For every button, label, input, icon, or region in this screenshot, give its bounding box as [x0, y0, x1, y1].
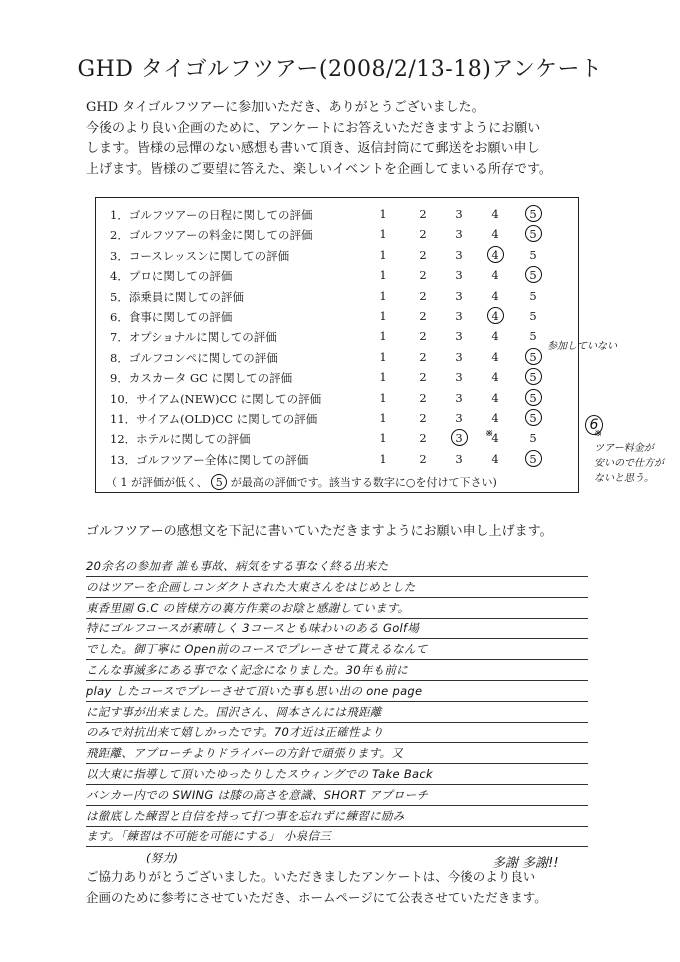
- rating-option[interactable]: 3: [455, 411, 463, 425]
- rating-option[interactable]: 1: [379, 288, 387, 303]
- rating-item-label: 1．ゴルフツアーの日程に関しての評価: [110, 208, 313, 222]
- rating-option[interactable]: 2: [419, 207, 427, 221]
- rating-item-label: 12．ホテルに関しての評価: [110, 432, 251, 447]
- rating-option[interactable]: 3: [455, 227, 463, 242]
- comment-line: は徹底した練習と自信を持って打つ事を忘れずに練習に励み: [86, 807, 588, 827]
- comment-line: 以大東に指導して頂いたゆったりしたスウィングでの Take Back: [86, 765, 588, 785]
- rating-option[interactable]: 2: [419, 309, 427, 323]
- rating-option[interactable]: 3: [455, 451, 463, 466]
- rating-item-label: 2．ゴルフツアーの料金に関しての評価: [110, 228, 313, 243]
- legend-text-before: （ 1 が評価が低く、: [106, 476, 208, 489]
- rating-option[interactable]: 3: [455, 268, 463, 283]
- rating-row: [96, 207, 580, 227]
- rating-option[interactable]: 5: [529, 288, 537, 303]
- rating-option[interactable]: 3: [455, 431, 463, 446]
- selected-rating-circle: [525, 450, 542, 467]
- rating-option[interactable]: 5: [529, 370, 537, 385]
- intro-text: [86, 98, 596, 180]
- closing-text: [86, 866, 606, 908]
- rating-option[interactable]: 4: [491, 309, 499, 323]
- rating-table: [95, 197, 579, 493]
- comment-line: 特にゴルフコースが素晴しく 3コースとも味わいのある Golf場: [86, 619, 588, 639]
- rating-option[interactable]: 4: [491, 431, 499, 446]
- rating-option[interactable]: 4: [491, 349, 499, 364]
- rating-option[interactable]: 1: [379, 390, 387, 405]
- rating-option[interactable]: 4: [491, 451, 499, 466]
- rating-row: [96, 350, 580, 370]
- rating-option[interactable]: 4: [491, 247, 499, 262]
- comment-area: [86, 557, 588, 857]
- rating-row: [96, 411, 580, 431]
- rating-option[interactable]: 2: [419, 411, 427, 425]
- comment-thanks: 多謝 多謝!!: [492, 856, 559, 871]
- note-hotel-line: ないと思う。: [594, 473, 654, 484]
- rating-item-label: 7．オプショナルに関しての評価: [110, 330, 277, 345]
- rating-item-label: 11．サイアム(OLD)CC に関しての評価: [110, 412, 318, 426]
- rating-option[interactable]: 3: [455, 349, 463, 364]
- comment-line: 東香里園 G.C の皆様方の裏方作業のお陰と感謝しています。: [86, 599, 588, 619]
- rating-option[interactable]: 4: [491, 268, 499, 283]
- rating-option[interactable]: 5: [529, 329, 537, 344]
- rating-option[interactable]: 2: [419, 288, 427, 303]
- selected-rating-circle: [525, 266, 542, 283]
- comment-line: play したコースでプレーさせて頂いた事も思い出の one page: [86, 682, 588, 702]
- note-hotel-line: 安いので仕方が: [594, 458, 664, 469]
- rating-option[interactable]: 5: [529, 390, 537, 405]
- selected-rating-circle: [487, 246, 504, 263]
- rating-item-label: 9．カスカータ GC に関しての評価: [110, 371, 293, 386]
- comment-line: に記す事が出来ました。国沢さん、岡本さんには飛距離: [86, 703, 588, 723]
- rating-option[interactable]: 5: [529, 309, 537, 323]
- rating-option[interactable]: 5: [529, 411, 537, 425]
- rating-option[interactable]: 1: [379, 247, 387, 262]
- legend-text-after: が最高の評価です。該当する数字に○を付けて下さい): [230, 476, 497, 489]
- rating-row: [96, 309, 580, 329]
- rating-row: [96, 452, 580, 472]
- selected-rating-circle: [525, 205, 542, 222]
- rating-option[interactable]: 1: [379, 329, 387, 344]
- rating-option[interactable]: 5: [529, 268, 537, 283]
- note-hotel-line: ツアー料金が: [594, 443, 654, 454]
- rating-option[interactable]: 2: [419, 390, 427, 405]
- rating-option[interactable]: 2: [419, 268, 427, 283]
- rating-option[interactable]: 3: [455, 370, 463, 385]
- note-asterisk-mark: ※: [485, 428, 494, 439]
- rating-option[interactable]: 4: [491, 411, 499, 425]
- closing-line: 企画のために参考にさせていただき、ホームページにて公表させていただきます。: [86, 890, 547, 905]
- rating-item-label: 5．添乗員に関しての評価: [110, 289, 244, 304]
- rating-option[interactable]: 1: [379, 370, 387, 385]
- comment-line: ます。「練習は不可能を可能にする」 小泉信三: [86, 827, 588, 847]
- rating-row: [96, 248, 580, 268]
- selected-rating-circle: [451, 429, 468, 446]
- rating-option[interactable]: 1: [379, 349, 387, 364]
- intro-line: します。皆様の忌憚のない感想も書いて頂き、返信封筒にて郵送をお願い申し: [86, 141, 540, 156]
- rating-option[interactable]: 2: [419, 370, 427, 385]
- rating-option[interactable]: 5: [529, 349, 537, 364]
- comment-line: のみで対抗出来て嬉しかったです。70才近は正確性より: [86, 723, 588, 743]
- rating-option[interactable]: 1: [379, 227, 387, 242]
- note-not-attended: 参加していない: [547, 341, 617, 352]
- rating-option[interactable]: 1: [379, 451, 387, 466]
- rating-option[interactable]: 5: [529, 451, 537, 466]
- intro-line: 今後のより良い企画のために、アンケートにお答えいただきますようにお願い: [86, 120, 541, 136]
- rating-option[interactable]: 4: [491, 288, 499, 303]
- selected-rating-circle: [525, 389, 542, 406]
- rating-option[interactable]: 3: [455, 329, 463, 344]
- closing-line: ご協力ありがとうございました。いただきましたアンケートは、今後のより良い: [86, 869, 536, 884]
- rating-item-label: 8．ゴルフコンペに関しての評価: [110, 350, 278, 365]
- survey-title: GHD タイゴルフツアー(2008/2/13-18)アンケート: [77, 57, 603, 82]
- rating-option[interactable]: 4: [491, 207, 499, 221]
- rating-option[interactable]: 2: [419, 349, 427, 364]
- rating-option[interactable]: 2: [419, 431, 427, 446]
- rating-option[interactable]: 4: [491, 227, 499, 242]
- circled-six-mark: 6: [585, 415, 603, 435]
- rating-option[interactable]: 5: [529, 431, 537, 446]
- rating-row: [96, 370, 580, 390]
- rating-option[interactable]: 3: [455, 309, 463, 323]
- rating-row: [96, 391, 580, 411]
- rating-option[interactable]: 3: [455, 288, 463, 303]
- intro-line: 上げます。皆様のご要望に答えた、楽しいイベントを企画してまいる所存です。: [86, 161, 552, 177]
- intro-line: GHD タイゴルフツアーに参加いただき、ありがとうございました。: [86, 100, 485, 115]
- rating-option[interactable]: 1: [379, 268, 387, 283]
- rating-option[interactable]: 2: [419, 247, 427, 262]
- legend-circled-number: 5: [211, 474, 227, 490]
- comment-line: 20余名の参加者 誰も事故、病気をする事なく終る出来た: [86, 557, 588, 577]
- rating-option[interactable]: 3: [455, 247, 463, 262]
- rating-option[interactable]: 2: [419, 227, 427, 242]
- comment-request: ゴルフツアーの感想文を下記に書いていただきますようにお願い申し上げます。: [86, 524, 553, 539]
- rating-item-label: 3．コースレッスンに関しての評価: [110, 248, 290, 263]
- selected-rating-circle: [487, 307, 504, 324]
- comment-line: のはツアーを企画しコンダクトされた大東さんをはじめとした: [86, 578, 588, 598]
- comment-bracket-note: (努力): [146, 851, 178, 865]
- rating-item-label: 13．ゴルフツアー全体に関しての評価: [110, 452, 309, 467]
- rating-option[interactable]: 3: [455, 207, 463, 221]
- rating-option[interactable]: 1: [379, 431, 387, 446]
- rating-row: [96, 431, 580, 451]
- rating-item-label: 10．サイアム(NEW)CC に関しての評価: [110, 391, 322, 406]
- comment-line: でした。御丁寧に Open前のコースでプレーさせて貰えるなんて: [86, 640, 588, 660]
- comment-line: こんな事滅多にある事でなく記念になりました。30年も前に: [86, 661, 588, 681]
- selected-rating-circle: [525, 368, 542, 385]
- rating-option[interactable]: 2: [419, 451, 427, 466]
- rating-row: [96, 289, 580, 309]
- comment-line: バンカー内での SWING は膝の高さを意識、SHORT アプローチ: [86, 786, 588, 806]
- selected-rating-circle: [525, 225, 542, 242]
- rating-row: [96, 268, 580, 288]
- rating-option[interactable]: 4: [491, 370, 499, 385]
- note-hotel-line: ※: [594, 428, 603, 439]
- rating-option[interactable]: 1: [379, 207, 387, 221]
- rating-item-label: 4．プロに関しての評価: [110, 269, 233, 284]
- rating-option[interactable]: 2: [419, 329, 427, 344]
- selected-rating-circle: [525, 348, 542, 365]
- selected-rating-circle: [525, 409, 542, 426]
- rating-option[interactable]: 1: [379, 309, 387, 323]
- comment-line: 飛距離、アプローチよりドライバーの方針で頑張ります。又: [86, 744, 588, 764]
- rating-option[interactable]: 5: [529, 207, 537, 221]
- rating-option[interactable]: 5: [529, 247, 537, 262]
- rating-legend: [106, 474, 497, 490]
- rating-item-label: 6．食事に関しての評価: [110, 310, 233, 324]
- rating-option[interactable]: 5: [529, 227, 537, 242]
- rating-option[interactable]: 1: [379, 411, 387, 425]
- rating-option[interactable]: 4: [491, 390, 499, 405]
- rating-option[interactable]: 3: [455, 390, 463, 405]
- rating-row: [96, 227, 580, 247]
- note-hotel-comment: [594, 426, 664, 486]
- rating-row: [96, 329, 580, 349]
- rating-option[interactable]: 4: [491, 329, 499, 344]
